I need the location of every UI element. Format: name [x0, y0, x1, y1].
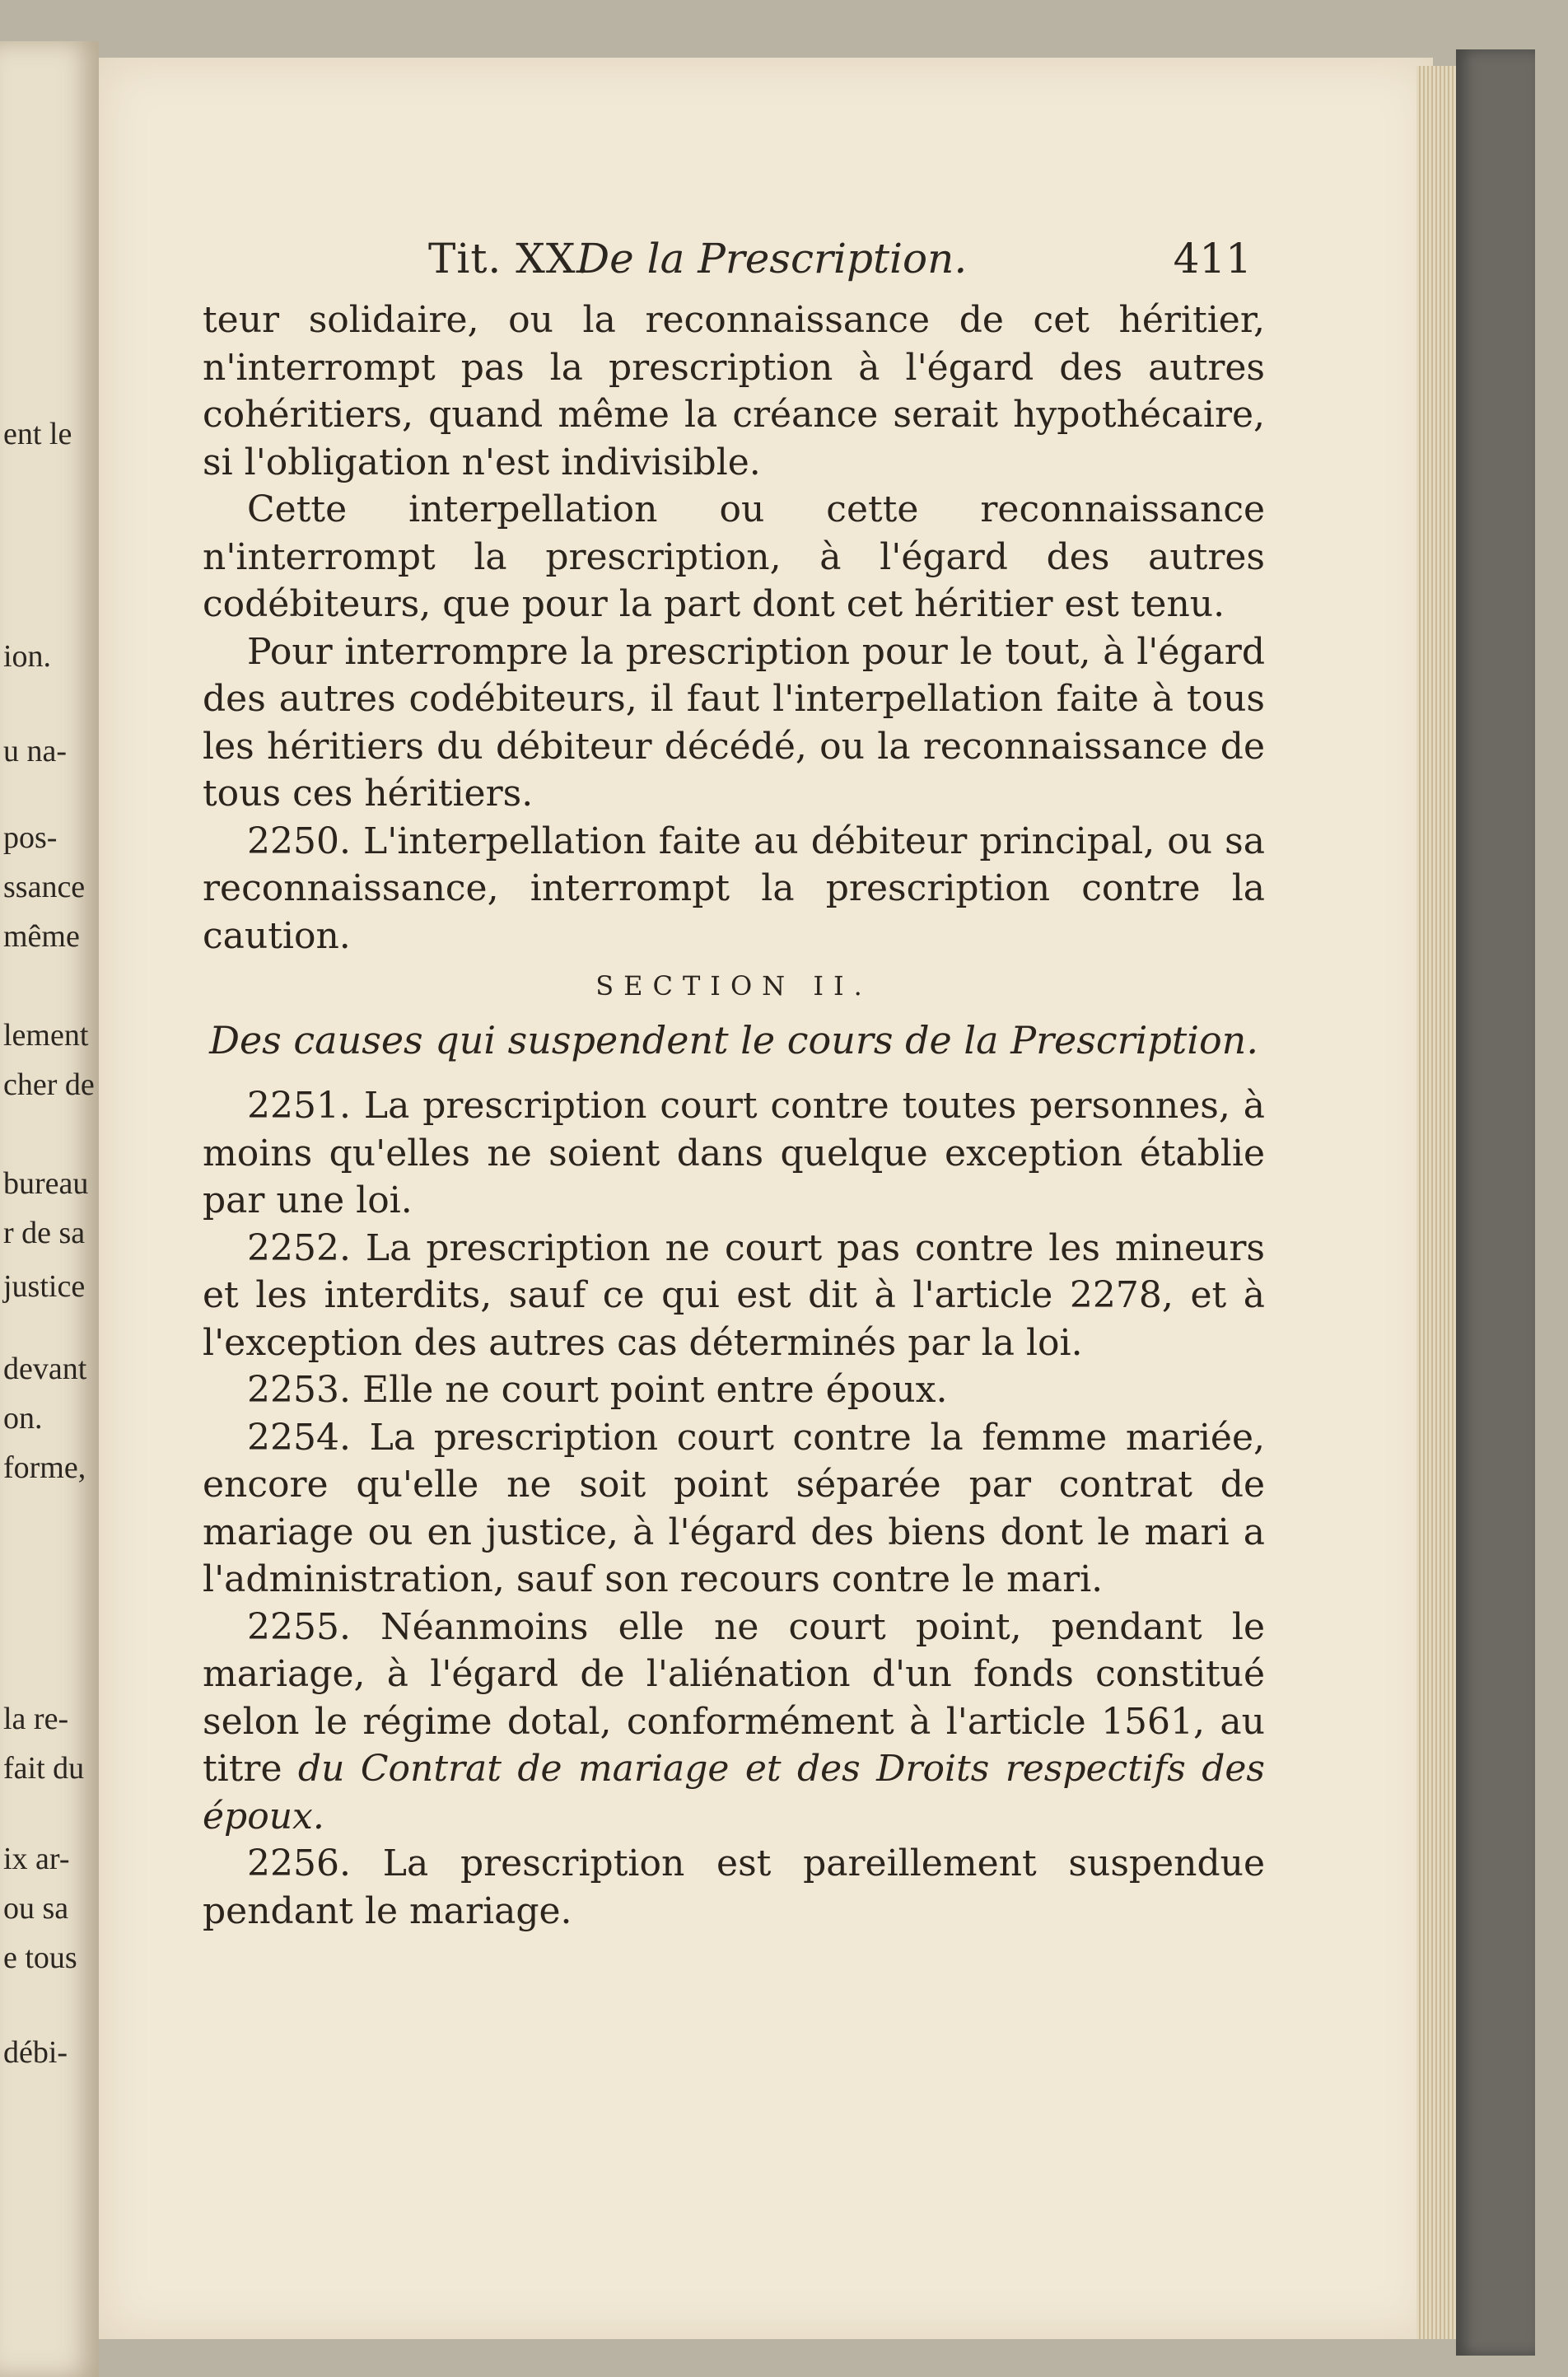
section-label: SECTION II.	[595, 970, 872, 1002]
margin-fragment: ou sa	[3, 1891, 69, 1926]
margin-fragment: r de sa	[3, 1216, 86, 1250]
paragraph: Pour interrompre la prescription pour le tout, à l'égard des autres codébiteurs, il faut l'interpellation faite à tous les héritiers du débiteur décédé, ou la reconnaissance de tous ces héritiers.	[203, 630, 1265, 815]
running-title-prefix: Tit. XX.	[428, 235, 590, 283]
margin-fragment: débi-	[3, 2035, 68, 2070]
running-header	[329, 235, 1252, 292]
article-2250: 2250. L'interpellation faite au débiteur principal, ou sa reconnaissance, interrompt la prescription contre la caution.	[203, 820, 1265, 957]
previous-page-edge	[0, 41, 99, 2377]
book-cover	[1456, 49, 1535, 2356]
page-edges	[1416, 66, 1456, 2339]
page-number: 411	[1173, 235, 1252, 283]
margin-fragment: même	[3, 919, 80, 954]
margin-fragment: la re-	[3, 1702, 69, 1736]
margin-fragment: u na-	[3, 734, 68, 768]
article-2253: 2253. Elle ne court point entre époux.	[247, 1369, 948, 1411]
margin-fragment: forme,	[3, 1450, 86, 1485]
article-2255-text: 2255. Néanmoins elle ne court point, pendant le mariage, à l'égard de l'aliénation d'un fonds constitué selon le régime dotal, conformément à l'article 1561, au titre	[203, 1605, 1265, 1790]
margin-fragment: on.	[3, 1401, 43, 1436]
margin-fragment: ix ar-	[3, 1842, 70, 1876]
paragraph: teur solidaire, ou la reconnaissance de cet héritier, n'interrompt pas la prescription à l'égard des autres cohéritiers, quand même la créance serait hypothécaire, si l'obligation n'est indivisible.	[203, 299, 1265, 483]
article-2254: 2254. La prescription court contre la femme mariée, encore qu'elle ne soit point séparée par contrat de mariage ou en justice, à l'égard des biens dont le mari a l'administration, sauf son recours contre le mari.	[203, 1416, 1265, 1600]
article-2251: 2251. La prescription court contre toutes personnes, à moins qu'elles ne soient dans quelque exception établie par une loi.	[203, 1085, 1265, 1221]
margin-fragment: ssance	[3, 870, 86, 904]
margin-fragment: fait du	[3, 1751, 85, 1786]
margin-fragment: pos-	[3, 820, 58, 855]
page-body	[203, 297, 1265, 1935]
article-2256: 2256. La prescription est pareillement suspendue pendant le mariage.	[203, 1842, 1265, 1932]
article-2252: 2252. La prescription ne court pas contre les mineurs et les interdits, sauf ce qui est dit à l'article 2278, et à l'exception des autres cas déterminés par la loi.	[203, 1226, 1265, 1364]
margin-fragment: cher de	[3, 1067, 95, 1102]
running-title: De la Prescription.	[576, 235, 968, 283]
margin-fragment: ent le	[3, 417, 72, 451]
margin-fragment: ion.	[3, 639, 52, 674]
article-2255-title-ref: du Contrat de mariage et des Droits respectifs des époux.	[203, 1748, 1265, 1838]
margin-fragment: e tous	[3, 1940, 77, 1975]
margin-fragment: justice	[3, 1269, 86, 1304]
section-title: Des causes qui suspendent le cours de la Prescription.	[209, 1017, 1258, 1062]
paragraph: Cette interpellation ou cette reconnaissance n'interrompt la prescription, à l'égard des autres codébiteurs, que pour la part dont cet héritier est tenu.	[203, 488, 1265, 625]
margin-fragment: lement	[3, 1018, 89, 1053]
article-2255	[203, 1604, 1265, 1841]
margin-fragment: bureau	[3, 1166, 89, 1201]
margin-fragment: devant	[3, 1352, 87, 1386]
